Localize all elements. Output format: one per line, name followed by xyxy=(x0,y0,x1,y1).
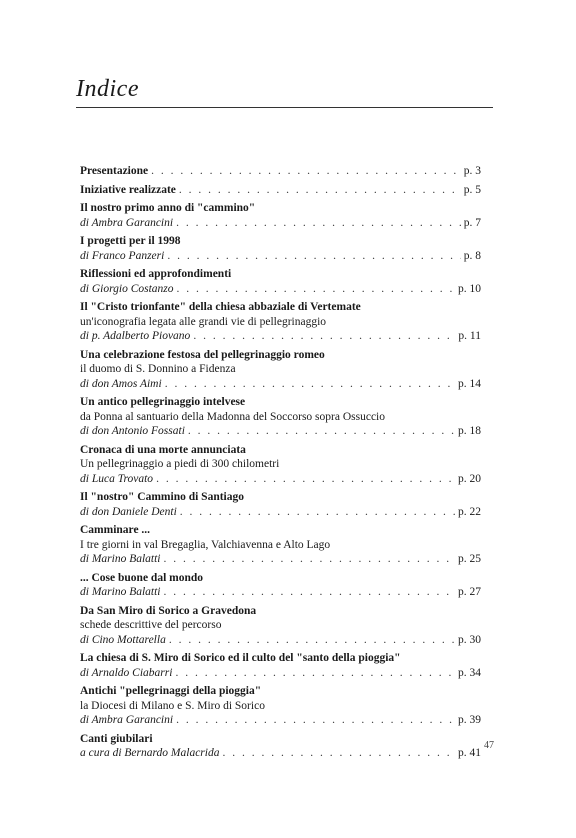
toc-line-text: Antichi "pellegrinaggi della pioggia" xyxy=(80,685,262,697)
toc-page-ref: p. 3 xyxy=(463,165,481,177)
toc-entry-title xyxy=(80,395,481,410)
toc-line-text: ... Cose buone dal mondo xyxy=(80,571,204,584)
toc-entry xyxy=(80,234,481,263)
dot-leader xyxy=(156,472,455,487)
toc-page-ref: p. 41 xyxy=(458,747,481,759)
toc-line-text: a cura di Bernardo Malacrida xyxy=(80,747,220,759)
toc-entry xyxy=(80,395,481,439)
toc-page-ref: p. 20 xyxy=(458,472,481,485)
toc-entry xyxy=(80,732,481,761)
toc-page-ref: p. 14 xyxy=(458,377,481,390)
toc-entry-title xyxy=(80,300,481,315)
toc-entry-title xyxy=(80,267,481,282)
toc-entry xyxy=(80,684,481,728)
toc-line-text: di Cino Mottarella xyxy=(80,633,166,646)
toc-line-text: Il "nostro" Cammino di Santiago xyxy=(80,491,244,503)
toc-line-text: di don Amos Aimi xyxy=(80,377,162,390)
toc-entry-title xyxy=(80,183,481,198)
toc-line-text: Riflessioni ed approfondimenti xyxy=(80,268,232,280)
dot-leader xyxy=(180,505,455,520)
toc-entry-title xyxy=(80,164,481,179)
toc-line-text: di Marino Balatti xyxy=(80,586,161,598)
dot-leader xyxy=(222,746,455,761)
toc-page-ref: p. 22 xyxy=(458,505,481,518)
toc-entry-author xyxy=(80,585,481,600)
toc-line-text: di Giorgio Costanzo xyxy=(80,282,174,295)
toc-entry-title xyxy=(80,490,481,505)
dot-leader xyxy=(169,633,455,648)
toc-line-text: di Ambra Garancini xyxy=(80,216,174,229)
toc-entry-author xyxy=(80,713,481,728)
toc-page-ref: p. 39 xyxy=(458,714,481,726)
toc-entry xyxy=(80,651,481,680)
dot-leader xyxy=(193,329,455,344)
toc-entry-author xyxy=(80,746,481,761)
toc-entry-subtitle xyxy=(80,699,481,714)
toc-entry-subtitle xyxy=(80,618,481,633)
page-number: 47 xyxy=(484,740,494,751)
dot-leader xyxy=(165,377,455,392)
toc-line-text: di don Daniele Denti xyxy=(80,505,177,518)
toc-page-ref: p. 10 xyxy=(458,282,481,295)
toc-entry xyxy=(80,267,481,296)
toc-line-text: schede descrittive del percorso xyxy=(80,619,222,631)
toc-entry-title xyxy=(80,732,481,747)
toc-line-text: Da San Miro di Sorico a Gravedona xyxy=(80,604,257,617)
toc-line-text: di p. Adalberto Piovano xyxy=(80,330,191,342)
title-rule xyxy=(76,107,493,108)
dot-leader xyxy=(177,282,455,297)
toc-line-text: il duomo di S. Donnino a Fidenza xyxy=(80,363,236,375)
table-of-contents xyxy=(80,164,481,765)
toc-entry xyxy=(80,443,481,487)
toc-entry-title xyxy=(80,571,481,586)
toc-page-ref: p. 25 xyxy=(458,553,481,565)
toc-page-ref: p. 34 xyxy=(458,666,481,679)
toc-entry xyxy=(80,571,481,600)
toc-entry-author xyxy=(80,329,481,344)
toc-line-text: di Marino Balatti xyxy=(80,553,161,565)
toc-line-text: di Arnaldo Ciabarri xyxy=(80,666,173,679)
toc-entry-subtitle xyxy=(80,457,481,472)
toc-line-text: Presentazione xyxy=(80,165,149,177)
toc-line-text: I tre giorni in val Bregaglia, Valchiavenna e Alto Lago xyxy=(80,538,331,551)
toc-entry-title xyxy=(80,523,481,538)
toc-entry xyxy=(80,183,481,198)
toc-page-ref: p. 8 xyxy=(463,249,481,262)
toc-line-text: di Ambra Garancini xyxy=(80,714,174,726)
dot-leader xyxy=(175,666,455,681)
dot-leader xyxy=(151,164,461,179)
toc-line-text: Il nostro primo anno di "cammino" xyxy=(80,202,256,214)
toc-line-text: di don Antonio Fossati xyxy=(80,425,185,437)
toc-line-text: Il "Cristo trionfante" della chiesa abbaziale di Vertemate xyxy=(80,301,361,313)
toc-entry-author xyxy=(80,666,481,681)
toc-entry xyxy=(80,164,481,179)
dot-leader xyxy=(179,183,461,198)
dot-leader xyxy=(188,424,455,439)
toc-page-ref: p. 18 xyxy=(458,425,481,437)
toc-line-text: Una celebrazione festosa del pellegrinaggio romeo xyxy=(80,348,325,361)
toc-line-text: Canti giubilari xyxy=(80,732,153,745)
toc-line-text: Un pellegrinaggio a piedi di 300 chilometri xyxy=(80,458,280,470)
toc-entry-title xyxy=(80,234,481,249)
toc-line-text: di Franco Panzeri xyxy=(80,249,165,262)
toc-entry-author xyxy=(80,472,481,487)
toc-page-ref: p. 11 xyxy=(458,330,481,342)
toc-line-text: da Ponna al santuario della Madonna del Soccorso sopra Ossuccio xyxy=(80,410,385,423)
toc-entry xyxy=(80,523,481,567)
toc-entry-author xyxy=(80,282,481,297)
toc-page-ref: p. 5 xyxy=(463,183,481,196)
toc-entry-title xyxy=(80,443,481,458)
toc-entry xyxy=(80,201,481,230)
toc-entry-author xyxy=(80,216,481,231)
toc-entry-title xyxy=(80,604,481,619)
toc-entry-subtitle xyxy=(80,538,481,553)
toc-entry-author xyxy=(80,377,481,392)
toc-entry xyxy=(80,490,481,519)
toc-entry-author xyxy=(80,249,481,264)
toc-entry-subtitle xyxy=(80,315,481,330)
toc-line-text: Iniziative realizzate xyxy=(80,183,176,196)
dot-leader xyxy=(164,552,456,567)
toc-line-text: I progetti per il 1998 xyxy=(80,235,181,247)
toc-line-text: la Diocesi di Milano e S. Miro di Sorico xyxy=(80,699,265,712)
toc-entry xyxy=(80,348,481,392)
toc-entry xyxy=(80,604,481,648)
toc-line-text: Cronaca di una morte annunciata xyxy=(80,443,246,456)
toc-entry-author xyxy=(80,633,481,648)
toc-entry-author xyxy=(80,552,481,567)
toc-page-ref: p. 27 xyxy=(458,586,481,598)
toc-entry-author xyxy=(80,424,481,439)
dot-leader xyxy=(176,216,461,231)
toc-page-ref: p. 7 xyxy=(463,216,481,229)
toc-entry-author xyxy=(80,505,481,520)
toc-entry-subtitle xyxy=(80,410,481,425)
dot-leader xyxy=(167,249,460,264)
toc-entry-subtitle xyxy=(80,362,481,377)
toc-line-text: La chiesa di S. Miro di Sorico ed il culto del "santo della pioggia" xyxy=(80,652,401,664)
toc-line-text: un'iconografia legata alle grandi vie di pellegrinaggio xyxy=(80,315,327,328)
dot-leader xyxy=(164,585,456,600)
toc-entry-title xyxy=(80,348,481,363)
toc-line-text: di Luca Trovato xyxy=(80,472,154,485)
toc-entry xyxy=(80,300,481,344)
toc-entry-title xyxy=(80,684,481,699)
toc-line-text: Un antico pellegrinaggio intelvese xyxy=(80,396,246,408)
page-title: Indice xyxy=(76,76,139,102)
dot-leader xyxy=(176,713,455,728)
toc-line-text: Camminare ... xyxy=(80,524,151,536)
toc-entry-title xyxy=(80,201,481,216)
toc-page-ref: p. 30 xyxy=(458,633,481,646)
toc-entry-title xyxy=(80,651,481,666)
